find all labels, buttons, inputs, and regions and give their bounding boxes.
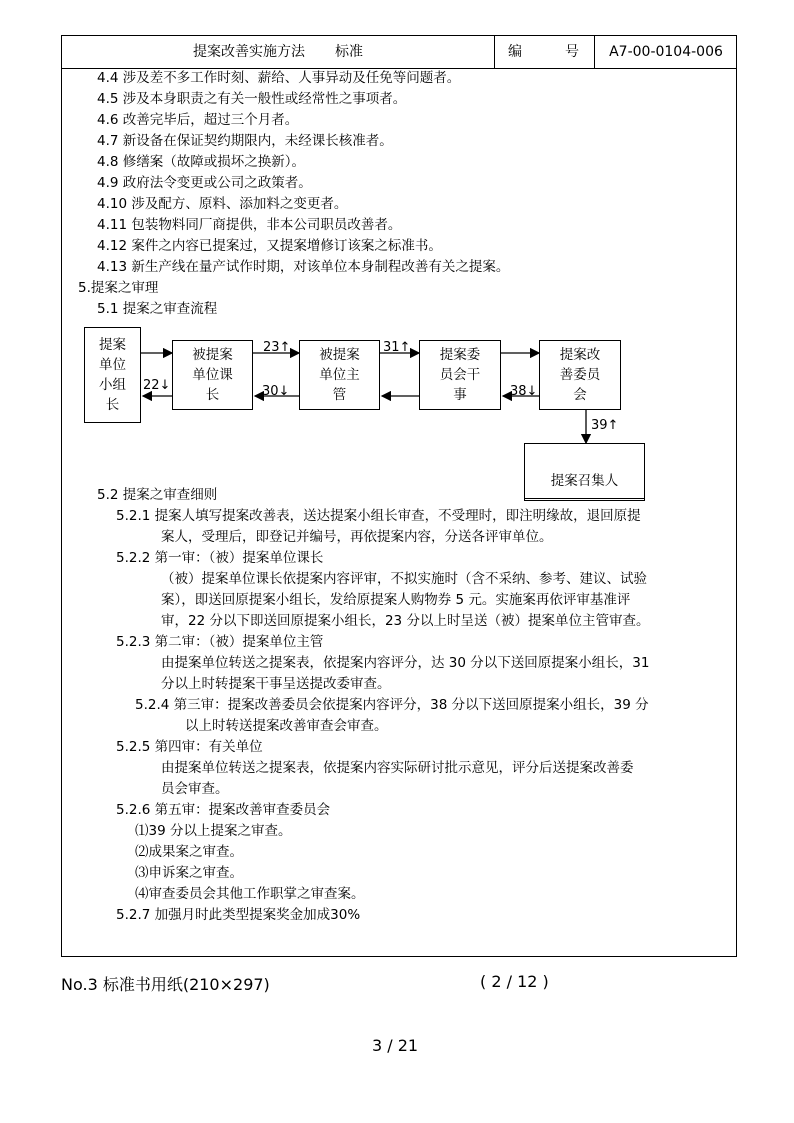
flow-label-38: 38↓ bbox=[510, 384, 538, 399]
clause-5-2-7: 5.2.7 加强月时此类型提案奖金加成30% bbox=[116, 907, 361, 923]
flow-box-proposal-team-leader: 提案 单位 小组 长 bbox=[84, 327, 141, 423]
flow-box-improvement-committee: 提案改 善委员 会 bbox=[539, 340, 621, 410]
clause-5-2-5: 5.2.5 第四审：有关单位 bbox=[116, 739, 263, 755]
clause-5-2-3: 5.2.3 第二审：（被）提案单位主管 bbox=[116, 634, 324, 650]
section-5-heading: 5.提案之审理 bbox=[78, 280, 159, 296]
clause-5-2-4: 5.2.4 第三审：提案改善委员会依提案内容评分，38 分以下送回原提案小组长，39 分 bbox=[135, 697, 649, 713]
page-number: 3 / 21 bbox=[372, 1036, 419, 1055]
clause-4-5: 4.5 涉及本身职责之有关一般性或经常性之事项者。 bbox=[97, 91, 407, 107]
clause-5-2-5-body-1: 由提案单位转送之提案表，依提案内容实际研讨批示意见，评分后送提案改善委 bbox=[161, 760, 634, 776]
clause-4-11: 4.11 包装物料同厂商提供，非本公司职员改善者。 bbox=[97, 217, 402, 233]
clause-5-2-3-body-1: 由提案单位转送之提案表，依提案内容评分，达 30 分以下送回原提案小组长，31 bbox=[161, 655, 650, 671]
flow-box-section-chief: 被提案 单位课 长 bbox=[172, 340, 253, 410]
clause-5-2-2-body-2: 案），即送回原提案小组长，发给原提案人购物券 5 元。实施案再依评审基准评 bbox=[161, 592, 631, 608]
flow-label-30: 30↓ bbox=[262, 384, 290, 399]
clause-4-6: 4.6 改善完毕后，超过三个月者。 bbox=[97, 112, 299, 128]
clause-5-2-2: 5.2.2 第一审：（被）提案单位课长 bbox=[116, 550, 324, 566]
clause-5-2-4-cont: 以上时转送提案改善审查会审查。 bbox=[185, 718, 388, 734]
sheet-number: ( 2 / 12 ) bbox=[480, 972, 549, 991]
flow-label-31: 31↑ bbox=[383, 340, 411, 355]
code-label-2: 号 bbox=[565, 44, 579, 60]
clause-4-12: 4.12 案件之内容已提案过，又提案增修订该案之标准书。 bbox=[97, 238, 442, 254]
clause-5-2-6-item-4: ⑷审查委员会其他工作职掌之审查案。 bbox=[135, 886, 365, 902]
flow-label-22: 22↓ bbox=[143, 378, 171, 393]
clause-4-9: 4.9 政府法令变更或公司之政策者。 bbox=[97, 175, 312, 191]
form-number: No.3 标准书用纸(210×297) bbox=[61, 975, 270, 994]
doc-title: 提案改善实施方法 标准 bbox=[193, 44, 363, 60]
clause-4-7: 4.7 新设备在保证契约期限内，未经课长核准者。 bbox=[97, 133, 393, 149]
flow-box-unit-supervisor: 被提案 单位主 管 bbox=[299, 340, 380, 410]
clause-5-2-6: 5.2.6 第五审：提案改善审查委员会 bbox=[116, 802, 331, 818]
section-5-1-heading: 5.1 提案之审查流程 bbox=[97, 301, 218, 317]
clause-5-2-3-body-2: 分以上时转提案干事呈送提改委审查。 bbox=[161, 676, 391, 692]
clause-4-4: 4.4 涉及差不多工作时刻、薪给、人事异动及任免等问题者。 bbox=[97, 70, 461, 86]
convener-label: 提案召集人 bbox=[525, 464, 644, 499]
clause-5-2-6-item-3: ⑶申诉案之审查。 bbox=[135, 865, 243, 881]
clause-5-2-6-item-1: ⑴39 分以上提案之审查。 bbox=[135, 823, 292, 839]
clause-4-8: 4.8 修缮案（故障或损坏之换新）。 bbox=[97, 154, 306, 170]
clause-4-13: 4.13 新生产线在量产试作时期，对该单位本身制程改善有关之提案。 bbox=[97, 259, 510, 275]
flow-label-39: 39↑ bbox=[591, 418, 619, 433]
doc-code: A7-00-0104-006 bbox=[609, 44, 723, 60]
clause-5-2-5-body-2: 员会审查。 bbox=[161, 781, 229, 797]
section-5-2-heading: 5.2 提案之审查细则 bbox=[97, 487, 218, 503]
clause-5-2-2-body-3: 审，22 分以下即送回原提案小组长，23 分以上时呈送（被）提案单位主管审查。 bbox=[161, 613, 650, 629]
flow-box-committee-secretary: 提案委 员会干 事 bbox=[419, 340, 501, 410]
clause-5-2-6-item-2: ⑵成果案之审查。 bbox=[135, 844, 243, 860]
clause-4-10: 4.10 涉及配方、原料、添加料之变更者。 bbox=[97, 196, 348, 212]
clause-5-2-2-body-1: （被）提案单位课长依提案内容评审，不拟实施时（含不采纳、参考、建议、试验 bbox=[161, 571, 647, 587]
flow-box-convener bbox=[524, 443, 645, 501]
code-label: 编 bbox=[508, 44, 522, 60]
flow-label-23: 23↑ bbox=[263, 340, 291, 355]
clause-5-2-1-cont: 案人，受理后，即登记并编号，再依提案内容，分送各评审单位。 bbox=[161, 529, 553, 545]
clause-5-2-1: 5.2.1 提案人填写提案改善表，送达提案小组长审查，不受理时，即注明缘故，退回原提 bbox=[116, 508, 641, 524]
